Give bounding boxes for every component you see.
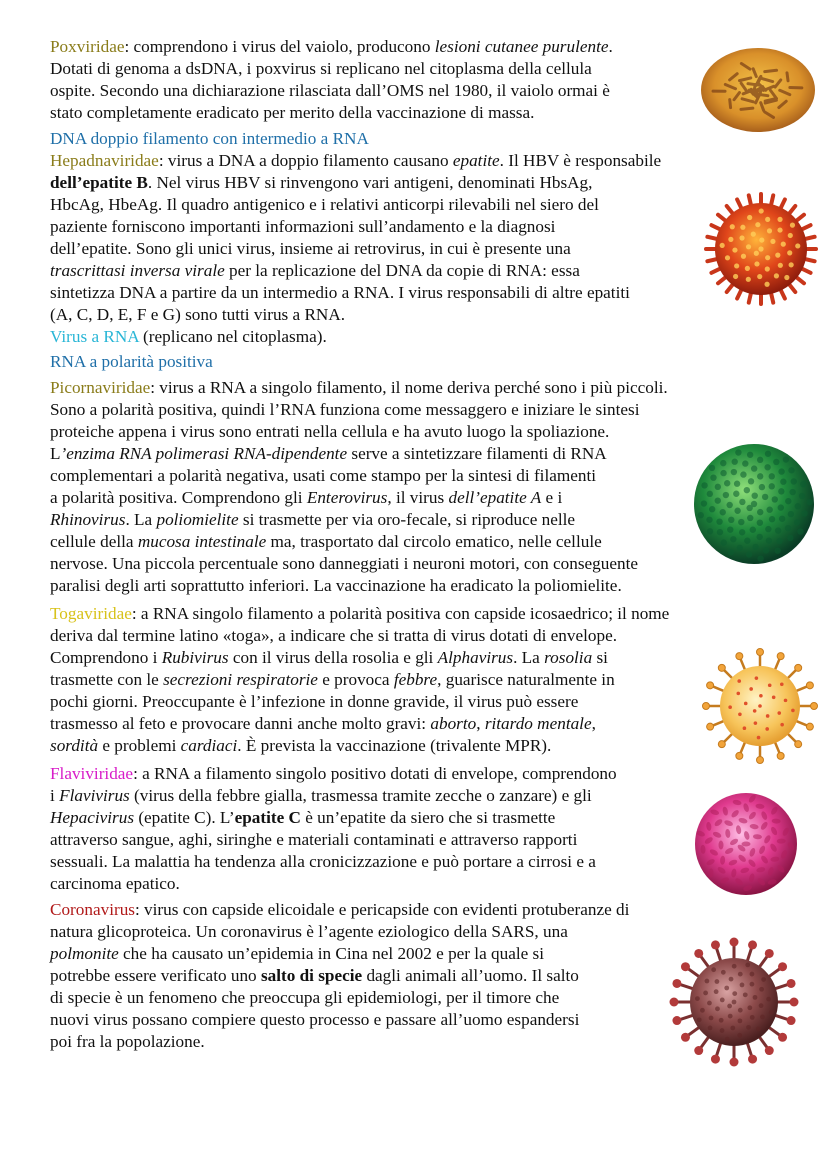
body-text: pochi giorni. Preoccupante è l’infezione in donne gravide, il virus può essere (50, 692, 579, 711)
body-text: poi fra la popolazione. (50, 1032, 205, 1051)
body-text: deriva dal termine latino «toga», a indicare che si tratta di virus dotati di envelope. (50, 626, 617, 645)
body-text: paziente forniscono importanti informazioni sull’andamento e la diagnosi (50, 217, 556, 236)
body-text: Hepacivirus (50, 808, 135, 827)
body-text: ritardo mentale (484, 714, 592, 733)
body-text: proteiche appena i virus sono entrati nella cellula e ha avuto luogo la spoliazione. (50, 422, 610, 441)
body-text: nuovi virus possano compiere questo processo e passare all’uomo espandersi (50, 1010, 580, 1029)
body-text: complementari a polarità negativa, usati come stampo per la sintesi di filamenti (50, 466, 597, 485)
body-text: . È prevista la vaccinazione (trivalente MPR). (237, 736, 552, 755)
hepatitis-b-virus-illustration (704, 192, 818, 306)
hepadnaviridae-line (50, 260, 580, 282)
poliovirus-illustration (690, 440, 818, 568)
body-text: epatite (452, 151, 500, 170)
picornaviridae-line (50, 553, 638, 575)
coronavirus-line (50, 899, 629, 921)
body-text: e problemi (98, 736, 181, 755)
body-text: stato completamente eradicato per merito della vaccinazione di massa. (50, 103, 535, 122)
poxvirus-illustration (698, 44, 818, 136)
flaviviridae-line (50, 807, 555, 829)
togaviridae-line (50, 713, 596, 735)
picornaviridae-line (50, 421, 609, 443)
body-text: carcinoma epatico. (50, 874, 180, 893)
flavivirus-illustration (692, 790, 800, 898)
togaviridae-line (50, 691, 578, 713)
body-text: Comprendono i (50, 648, 162, 667)
body-text: ma, trasportato dal circolo ematico, nelle cellule (266, 532, 602, 551)
body-text: che ha causato un’epidemia in Cina nel 2002 e per la quale si (118, 944, 544, 963)
body-text: serve a sintetizzare filamenti di RNA (347, 444, 607, 463)
body-text: si trasmette per via oro-fecale, si riproduce nelle (238, 510, 576, 529)
body-text: cellule della (50, 532, 138, 551)
body-text: : a RNA a filamento singolo positivo dotati di envelope, comprendono (133, 764, 617, 783)
body-text: trascrittasi inversa virale (50, 261, 225, 280)
body-text: si (592, 648, 608, 667)
flaviviridae-line (50, 851, 596, 873)
body-text: natura glicoproteica. Un coronavirus è l’agente eziologico della SARS, una (50, 922, 568, 941)
body-text: dell’epatite A (448, 488, 542, 507)
body-text: trasmette con le (50, 670, 164, 689)
rubella-virus-illustration (702, 648, 818, 764)
hepadnaviridae-line (50, 351, 213, 373)
coronavirus-illustration (668, 936, 800, 1068)
heading-text: Flaviviridae (50, 764, 134, 783)
heading-text: Virus a RNA (50, 327, 139, 346)
coronavirus-line (50, 965, 579, 987)
coronavirus-line (50, 943, 544, 965)
picornaviridae-line (50, 465, 596, 487)
body-text: aborto (430, 714, 477, 733)
hepadnaviridae-line (50, 194, 599, 216)
poxviridae-line (50, 58, 592, 80)
body-text: , (476, 714, 485, 733)
body-text: . Il HBV è responsabile (499, 151, 662, 170)
picornaviridae-line (50, 443, 607, 465)
body-text: con il virus della rosolia e gli (228, 648, 438, 667)
flaviviridae-line (50, 873, 180, 895)
body-text: Sono a polarità positiva, quindi l’RNA funziona come messaggero e iniziare le sintesi (50, 400, 640, 419)
body-text: , il virus (387, 488, 449, 507)
heading-text: Hepadnaviridae (50, 151, 159, 170)
body-text: : virus con capside elicoidale e pericapside con evidenti protuberanze di (134, 900, 630, 919)
body-text: Rubivirus (161, 648, 229, 667)
body-text: HbcAg, HbeAg. Il quadro antigenico e i relativi anticorpi rilevabili nel siero del (50, 195, 599, 214)
body-text: di specie è un fenomeno che preoccupa gli epidemiologi, per il timore che (50, 988, 560, 1007)
body-text: salto di specie (260, 966, 363, 985)
body-text: . La (513, 648, 545, 667)
body-text: , guarisce naturalmente in (437, 670, 615, 689)
body-text: : comprendono i virus del vaiolo, producono (124, 37, 435, 56)
togaviridae-line (50, 647, 608, 669)
body-text: poliomielite (156, 510, 239, 529)
body-text: Alphavirus (437, 648, 514, 667)
poxviridae-line (50, 128, 369, 150)
body-text: cardiaci (180, 736, 238, 755)
body-text: è un’epatite da siero che si trasmette (300, 808, 556, 827)
picornaviridae-line (50, 377, 668, 399)
body-text: nervose. Una piccola percentuale sono danneggiati i neuroni motori, con conseguente (50, 554, 638, 573)
body-text: Flavivirus (59, 786, 130, 805)
heading-text: Coronavirus (50, 900, 135, 919)
hepadnaviridae-line (50, 238, 571, 260)
picornaviridae-line (50, 575, 622, 597)
hepadnaviridae-line (50, 282, 630, 304)
heading-text: Togaviridae (50, 604, 132, 623)
body-text: i (50, 786, 60, 805)
togaviridae-line (50, 625, 617, 647)
body-text: febbre (393, 670, 438, 689)
body-text: paralisi degli arti soprattutto inferiori. La vaccinazione ha eradicato la poliomielite. (50, 576, 622, 595)
body-text: Rhinovirus (50, 510, 126, 529)
body-text: (epatite C). L’ (134, 808, 235, 827)
heading-text: RNA a polarità positiva (50, 352, 213, 371)
body-text: dagli animali all’uomo. Il salto (362, 966, 579, 985)
body-text: trasmesso al feto e provocare danni anche molto gravi: (50, 714, 431, 733)
body-text: lesioni cutanee purulente (434, 37, 609, 56)
body-text: e i (541, 488, 563, 507)
coronavirus-line (50, 1009, 579, 1031)
poxviridae-line (50, 80, 610, 102)
flaviviridae-line (50, 785, 592, 807)
poxviridae-line (50, 102, 534, 124)
body-text: dell’epatite. Sono gli unici virus, insieme ai retrovirus, in cui è presente una (50, 239, 571, 258)
poxviridae-line (50, 36, 613, 58)
togaviridae-line (50, 669, 615, 691)
body-text: mucosa intestinale (137, 532, 267, 551)
hepadnaviridae-line (50, 304, 345, 326)
body-text: per la replicazione del DNA da copie di RNA: essa (224, 261, 580, 280)
heading-text: DNA doppio filamento con intermedio a RNA (50, 129, 369, 148)
body-text: a polarità positiva. Comprendono gli (50, 488, 307, 507)
body-text: Enterovirus (306, 488, 388, 507)
coronavirus-line (50, 921, 568, 943)
hepadnaviridae-line (50, 326, 327, 348)
hepadnaviridae-line (50, 150, 661, 172)
body-text: (A, C, D, E, F e G) sono tutti virus a RNA. (50, 305, 346, 324)
body-text: attraverso sangue, aghi, siringhe e materiali contaminati e attraverso rapporti (50, 830, 578, 849)
hepadnaviridae-line (50, 172, 592, 194)
body-text: Dotati di genoma a dsDNA, i poxvirus si replicano nel citoplasma della cellula (50, 59, 592, 78)
body-text: secrezioni respiratorie (163, 670, 318, 689)
body-text: (replicano nel citoplasma). (138, 327, 327, 346)
hepadnaviridae-line (50, 216, 555, 238)
body-text: ospite. Secondo una dichiarazione rilasciata dall’OMS nel 1980, il vaiolo ormai è (50, 81, 610, 100)
body-text: : virus a RNA a singolo filamento, il nome deriva perché sono i più piccoli. (150, 378, 668, 397)
body-text: . La (125, 510, 157, 529)
body-text: : virus a DNA a doppio filamento causano (158, 151, 453, 170)
coronavirus-line (50, 1031, 205, 1053)
picornaviridae-line (50, 399, 640, 421)
body-text: epatite C (234, 808, 301, 827)
body-text: sordità (50, 736, 99, 755)
body-text: , (591, 714, 596, 733)
heading-text: Picornaviridae (50, 378, 151, 397)
body-text: L (50, 444, 61, 463)
body-text: . Nel virus HBV si rinvengono vari antigeni, denominati HbsAg, (147, 173, 593, 192)
picornaviridae-line (50, 487, 562, 509)
body-text: rosolia (544, 648, 593, 667)
togaviridae-line (50, 735, 551, 757)
picornaviridae-line (50, 531, 602, 553)
body-text: polmonite (50, 944, 119, 963)
flaviviridae-line (50, 763, 617, 785)
body-text: : a RNA singolo filamento a polarità positiva con capside icosaedrico; il nome (131, 604, 670, 623)
flaviviridae-line (50, 829, 577, 851)
body-text: dell’epatite B (50, 173, 148, 192)
coronavirus-line (50, 987, 559, 1009)
body-text: ’enzima RNA polimerasi RNA-dipendente (60, 444, 348, 463)
body-text: e provoca (317, 670, 394, 689)
heading-text: Poxviridae (50, 37, 125, 56)
picornaviridae-line (50, 509, 575, 531)
body-text: . (608, 37, 613, 56)
body-text: sessuali. La malattia ha tendenza alla cronicizzazione e può portare a cirrosi e a (50, 852, 596, 871)
body-text: potrebbe essere verificato uno (50, 966, 261, 985)
body-text: sintetizza DNA a partire da un intermedio a RNA. I virus responsabili di altre epatiti (50, 283, 630, 302)
body-text: (virus della febbre gialla, trasmessa tramite zecche o zanzare) e gli (129, 786, 592, 805)
togaviridae-line (50, 603, 669, 625)
